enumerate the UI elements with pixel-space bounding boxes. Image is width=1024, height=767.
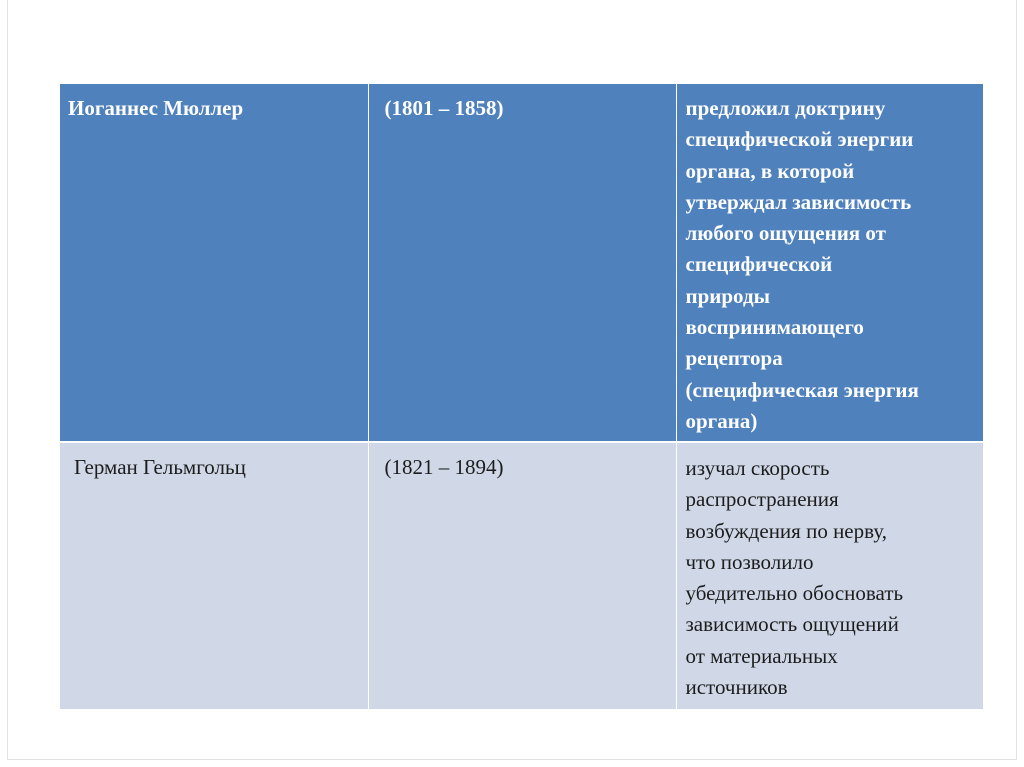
scientists-table xyxy=(60,84,983,709)
contribution-text: предложил доктрину специфической энергии органа, в которой утверждал зависимость любого ощущения от специфической природы воспринимающего рецептора (специфическая энергия органа) xyxy=(685,96,919,433)
contribution-cell xyxy=(676,84,983,442)
scientist-name-cell xyxy=(60,84,368,442)
table-row-helmholtz xyxy=(60,442,983,709)
contribution-cell xyxy=(676,442,983,709)
life-years-cell xyxy=(368,442,676,709)
scientist-name-cell xyxy=(60,442,368,709)
contribution-text: изучал скорость распространения возбуждения по нерву, что позволило убедительно обосновать зависимость ощущений от материальных источников xyxy=(685,456,904,700)
life-years: (1801 – 1858) xyxy=(384,96,504,120)
scientist-name: Иоганнес Мюллер xyxy=(68,96,244,120)
table-row-muller xyxy=(60,84,983,442)
scientist-name: Герман Гельмгольц xyxy=(74,455,246,479)
life-years: (1821 – 1894) xyxy=(384,455,504,479)
life-years-cell xyxy=(368,84,676,442)
